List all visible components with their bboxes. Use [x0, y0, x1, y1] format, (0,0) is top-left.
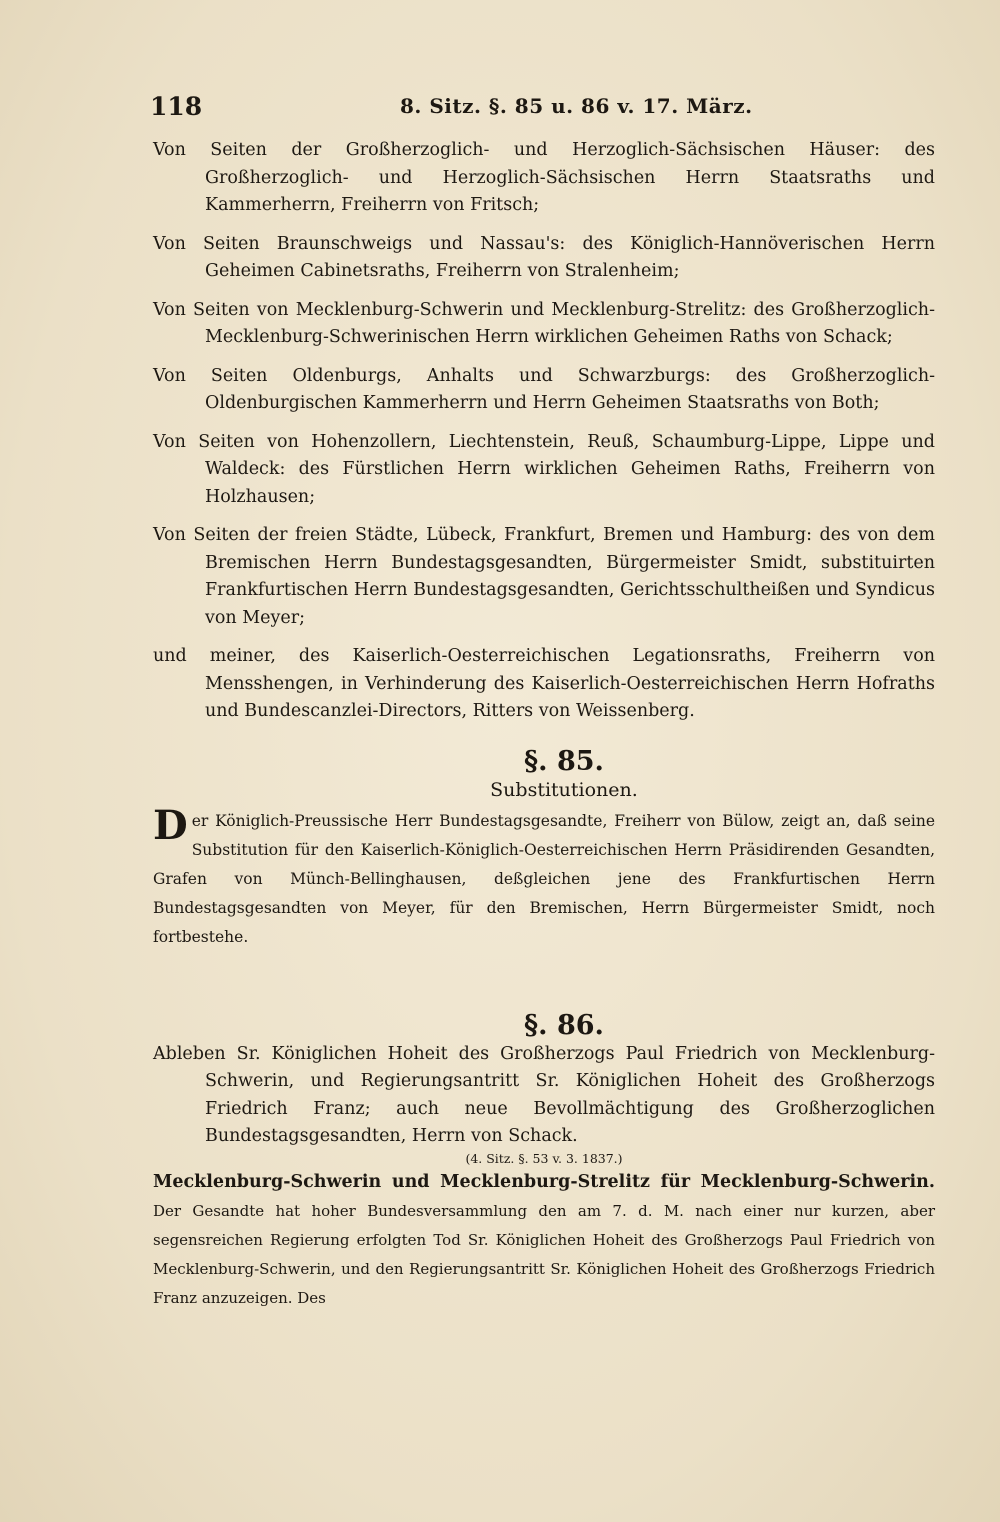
section-86-heading: Ableben Sr. Königlichen Hoheit des Großherzogs Paul Friedrich von Mecklenburg-Schwerin, und Regierungsantritt Sr. Königlichen Hoheit des Großherzogs Friedrich Franz; auch neue Bevollmächtigung des Großherzoglichen Bundestagsgesandten, Herrn von Schack.	[153, 1043, 935, 1146]
section-86-lead: Mecklenburg-Schwerin und Mecklenburg-Strelitz für Mecklenburg-Schwerin.	[153, 1171, 935, 1192]
page-header	[150, 92, 940, 122]
paragraph-free-cities: Von Seiten der freien Städte, Lübeck, Frankfurt, Bremen und Hamburg: des von dem Bremischen Herrn Bundestagsgesandten, Bürgermeister Smidt, substituirten Frankfurtischen Herrn Bundestagsgesandten, Gerichtsschultheißen und Syndicus von Meyer;	[153, 525, 935, 628]
section-85-title: Substitutionen.	[490, 778, 638, 801]
paragraph-hohenzollern: Von Seiten von Hohenzollern, Liechtenstein, Reuß, Schaumburg-Lippe, Lippe und Waldeck: des Fürstlichen Herrn wirklichen Geheimen Raths, Freiherrn von Holzhausen;	[153, 431, 935, 507]
section-85-number: §. 85.	[524, 745, 604, 777]
section-85-text	[153, 801, 935, 952]
paragraph-braunschweig-nassau: Von Seiten Braunschweigs und Nassau's: des Königlich-Hannöverischen Herrn Geheimen Cabinetsraths, Freiherrn von Stralenheim;	[153, 233, 935, 281]
drop-cap: D	[153, 801, 188, 849]
paragraph-saxon-houses: Von Seiten der Großherzoglich- und Herzoglich-Sächsischen Häuser: des Großherzoglich- und Herzoglich-Sächsischen Herrn Staatsraths und Kammerherrn, Freiherrn von Fritsch;	[153, 140, 935, 215]
section-86-citation: (4. Sitz. §. 53 v. 3. 1837.)	[465, 1150, 623, 1166]
paragraph-austria: und meiner, des Kaiserlich-Oesterreichischen Legationsraths, Freiherrn von Mensshengen, in Verhinderung des Kaiserlich-Oesterreichischen Herrn Hofraths und Bundescanzlei-Directors, Ritters von Weissenberg.	[153, 646, 935, 721]
page-number: 118	[150, 92, 203, 121]
running-head: 8. Sitz. §. 85 u. 86 v. 17. März.	[400, 94, 753, 118]
section-86-body: Der Gesandte hat hoher Bundesversammlung den am 7. d. M. nach einer nur kurzen, aber segensreichen Regierung erfolgten Tod Sr. Königlichen Hoheit des Großherzogs Paul Friedrich von Mecklenburg-Schwerin, und den Regierungsantritt Sr. Königlichen Hoheit des Großherzogs Friedrich Franz anzuzeigen. Des	[153, 1201, 935, 1307]
section-86-text	[153, 1168, 935, 1313]
paragraph-oldenburg: Von Seiten Oldenburgs, Anhalts und Schwarzburgs: des Großherzoglich-Oldenburgischen Kammerherrn und Herrn Geheimen Staatsraths von Both;	[153, 365, 935, 413]
section-85-body: er Königlich-Preussische Herr Bundestagsgesandte, Freiherr von Bülow, zeigt an, daß seine Substitution für den Kaiserlich-Königlich-Oesterreichischen Herrn Präsidirenden Gesandten, Grafen von Münch-Bellinghausen, deßgleichen jene des Frankfurtischen Herrn Bundestagsgesandten von Meyer, für den Bremischen, Herrn Bürgermeister Smidt, noch fortbestehe.	[153, 811, 935, 946]
paragraph-mecklenburg: Von Seiten von Mecklenburg-Schwerin und Mecklenburg-Strelitz: des Großherzoglich-Mecklenburg-Schwerinischen Herrn wirklichen Geheimen Raths von Schack;	[153, 299, 935, 347]
page-body	[153, 137, 935, 1324]
section-86-number: §. 86.	[524, 1009, 604, 1041]
